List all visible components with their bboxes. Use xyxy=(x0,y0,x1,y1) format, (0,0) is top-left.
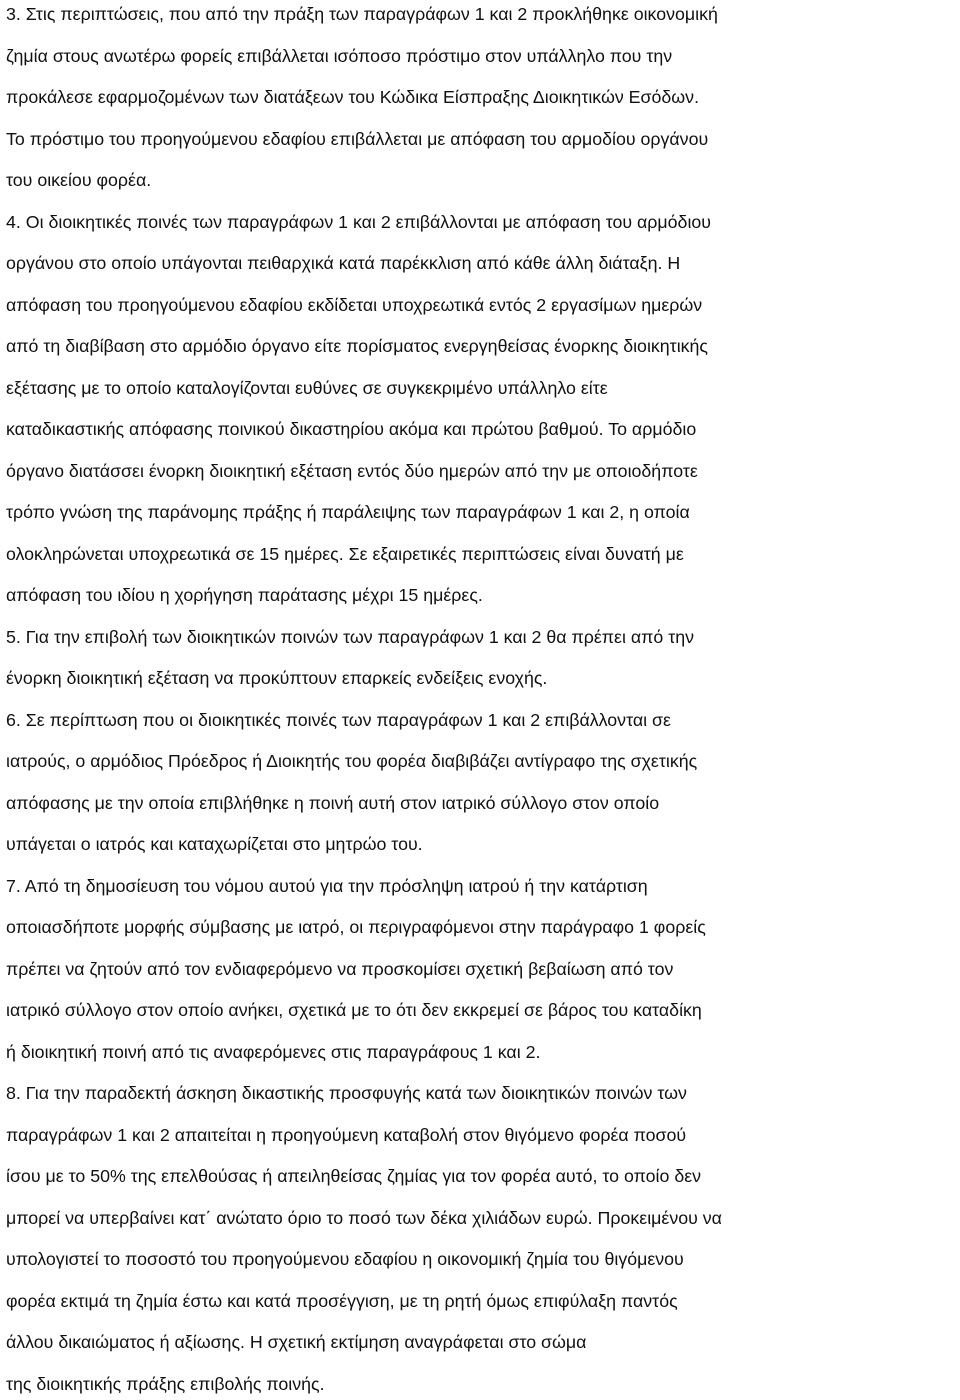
text-line: 5. Για την επιβολή των διοικητικών ποινών των παραγράφων 1 και 2 θα πρέπει από την xyxy=(6,627,695,647)
text-line: ιατρούς, ο αρμόδιος Πρόεδρος ή Διοικητής του φορέα διαβιβάζει αντίγραφο της σχετικής xyxy=(6,751,698,771)
text-line: όργανο διατάσσει ένορκη διοικητική εξέταση εντός δύο ημερών από την με οποιοδήποτε xyxy=(6,461,698,481)
text-line: μπορεί να υπερβαίνει κατ΄ ανώτατο όριο το ποσό των δέκα χιλιάδων ευρώ. Προκειμένου να xyxy=(6,1208,722,1228)
text-line: της διοικητικής πράξης επιβολής ποινής. xyxy=(6,1374,325,1394)
text-line: άλλου δικαιώματος ή αξίωσης. Η σχετική εκτίμηση αναγράφεται στο σώμα xyxy=(6,1332,587,1352)
text-line: του οικείου φορέα. xyxy=(6,170,152,190)
text-line: προκάλεσε εφαρμοζομένων των διατάξεων του Κώδικα Είσπραξης Διοικητικών Εσόδων. xyxy=(6,87,700,107)
text-line: Το πρόστιμο του προηγούμενου εδαφίου επιβάλλεται με απόφαση του αρμοδίου οργάνου xyxy=(6,129,709,149)
text-line: 7. Από τη δημοσίευση του νόμου αυτού για την πρόσληψη ιατρού ή την κατάρτιση xyxy=(6,876,648,896)
text-line: παραγράφων 1 και 2 απαιτείται η προηγούμενη καταβολή στον θιγόμενο φορέα ποσού xyxy=(6,1125,687,1145)
text-line: από τη διαβίβαση στο αρμόδιο όργανο είτε πορίσματος ενεργηθείσας ένορκης διοικητικής xyxy=(6,336,709,356)
text-line: οργάνου στο οποίο υπάγονται πειθαρχικά κατά παρέκκλιση από κάθε άλλη διάταξη. Η xyxy=(6,253,681,273)
text-line: 3. Στις περιπτώσεις, που από την πράξη των παραγράφων 1 και 2 προκλήθηκε οικονομική xyxy=(6,4,718,24)
text-line: ίσου με το 50% της επελθούσας ή απειληθείσας ζημίας για τον φορέα αυτό, το οποίο δεν xyxy=(6,1166,702,1186)
text-line: υπάγεται ο ιατρός και καταχωρίζεται στο μητρώο του. xyxy=(6,834,423,854)
text-line: τρόπο γνώση της παράνομης πράξης ή παράλειψης των παραγράφων 1 και 2, η οποία xyxy=(6,502,690,522)
text-line: απόφασης με την οποία επιβλήθηκε η ποινή αυτή στον ιατρικό σύλλογο στον οποίο xyxy=(6,793,660,813)
text-line: ολοκληρώνεται υποχρεωτικά σε 15 ημέρες. Σε εξαιρετικές περιπτώσεις είναι δυνατή με xyxy=(6,544,684,564)
text-line: πρέπει να ζητούν από τον ενδιαφερόμενο να προσκομίσει σχετική βεβαίωση από τον xyxy=(6,959,674,979)
text-line: υπολογιστεί το ποσοστό του προηγούμενου εδαφίου η οικονομική ζημία του θιγόμενου xyxy=(6,1249,684,1269)
text-line: καταδικαστικής απόφασης ποινικού δικαστηρίου ακόμα και πρώτου βαθμού. Το αρμόδιο xyxy=(6,419,697,439)
text-line: οποιασδήποτε μορφής σύμβασης με ιατρό, οι περιγραφόμενοι στην παράγραφο 1 φορείς xyxy=(6,917,706,937)
text-line: 4. Οι διοικητικές ποινές των παραγράφων 1 και 2 επιβάλλονται με απόφαση του αρμόδιου xyxy=(6,212,712,232)
text-line: απόφαση του προηγούμενου εδαφίου εκδίδεται υποχρεωτικά εντός 2 εργασίμων ημερών xyxy=(6,295,703,315)
text-line: εξέτασης με το οποίο καταλογίζονται ευθύνες σε συγκεκριμένο υπάλληλο είτε xyxy=(6,378,608,398)
text-line: ένορκη διοικητική εξέταση να προκύπτουν επαρκείς ενδείξεις ενοχής. xyxy=(6,668,548,688)
text-line: ζημία στους ανωτέρω φορείς επιβάλλεται ισόποσο πρόστιμο στον υπάλληλο που την xyxy=(6,46,673,66)
text-line: 8. Για την παραδεκτή άσκηση δικαστικής προσφυγής κατά των διοικητικών ποινών των xyxy=(6,1083,687,1103)
text-line: ή διοικητική ποινή από τις αναφερόμενες στις παραγράφους 1 και 2. xyxy=(6,1042,541,1062)
text-line: φορέα εκτιμά τη ζημία έστω και κατά προσέγγιση, με τη ρητή όμως επιφύλαξη παντός xyxy=(6,1291,678,1311)
text-line: 6. Σε περίπτωση που οι διοικητικές ποινές των παραγράφων 1 και 2 επιβάλλονται σε xyxy=(6,710,671,730)
text-line: απόφαση του ιδίου η χορήγηση παράτασης μέχρι 15 ημέρες. xyxy=(6,585,483,605)
text-line: ιατρικό σύλλογο στον οποίο ανήκει, σχετικά με το ότι δεν εκκρεμεί σε βάρος του καταδίκη xyxy=(6,1000,702,1020)
